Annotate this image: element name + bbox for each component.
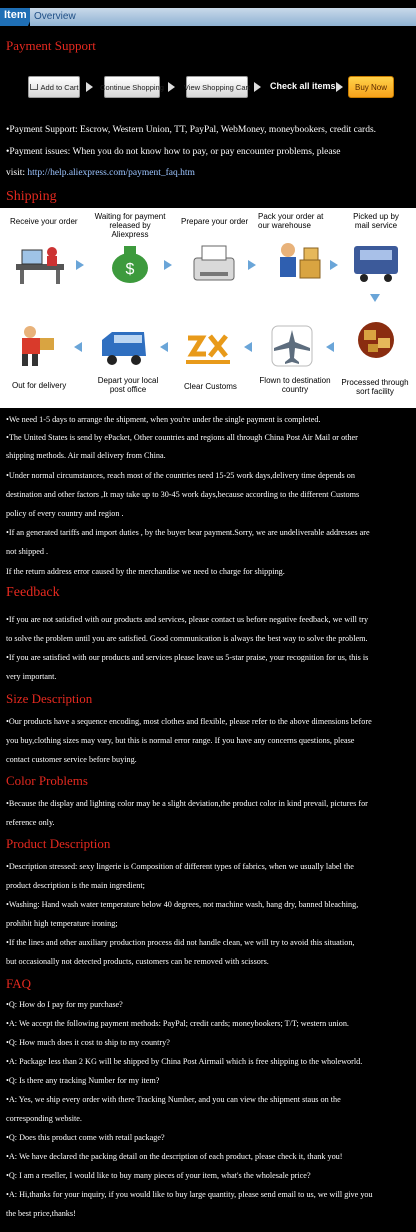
shipping-line: shipping methods. Air mail delivery from China. <box>6 451 166 460</box>
arrow-left-icon <box>244 342 252 352</box>
arrow-right-icon <box>330 260 338 270</box>
continue-shopping-button[interactable]: Continue Shopping <box>104 76 160 98</box>
arrow-right-icon <box>76 260 84 270</box>
check-all-items-label: Check all items <box>270 81 336 91</box>
step-label: Waiting for payment released by Aliexpress <box>94 212 166 239</box>
shipping-line: •If an generated tariffs and import duties , by the buyer bear payment.Sorry, we are undeliverable addresses are <box>6 528 370 537</box>
faq-title: FAQ <box>6 976 32 991</box>
arrow-right-icon <box>164 260 172 270</box>
payment-line: •Payment Support: Escrow, Western Union, TT, PayPal, WebMoney, moneybookers, credit cards. <box>6 125 377 135</box>
faq-line: •Q: How much does it cost to ship to my country? <box>6 1038 170 1047</box>
cart-icon <box>30 84 38 90</box>
step-label: Picked up by mail service <box>353 212 399 230</box>
faq-line: •A: Yes, we ship every order with there Tracking Number, and you can view the shipment staus on the <box>6 1095 341 1104</box>
header-item-label: Item <box>0 8 28 26</box>
arrow-left-icon <box>326 342 334 352</box>
fax-machine-icon <box>188 242 240 286</box>
shipping-line: not shipped . <box>6 547 49 556</box>
checkout-steps-banner <box>0 76 416 98</box>
svg-text:$: $ <box>125 261 135 278</box>
step-label: Pack your order at our warehouse <box>258 212 324 230</box>
step-label: Receive your order <box>10 217 78 226</box>
faq-line: •A: Hi,thanks for your inquiry, if you would like to buy large quantity, please send email to us, we will give you <box>6 1190 373 1199</box>
step-label: Processed through sort facility <box>341 378 409 396</box>
sort-facility-icon <box>350 318 402 362</box>
customs-stamp-icon <box>182 326 234 370</box>
payment-line: •Payment issues: When you do not know how to pay, or pay encounter problems, please <box>6 147 341 157</box>
warehouse-worker-icon <box>272 240 324 284</box>
feedback-line: •If you are not satisfied with our products and services, please contact us before negative feedback, we will try <box>6 615 369 624</box>
add-to-cart-button[interactable] <box>28 76 80 98</box>
delivery-truck-icon <box>350 240 402 284</box>
shipping-title: Shipping <box>6 189 57 204</box>
faq-line: •A: Package less than 2 KG will be shipped by China Post Airmail which is free shipping to the wholeworld. <box>6 1057 363 1066</box>
step-label: Out for delivery <box>12 381 67 390</box>
color-problems-title: Color Problems <box>6 773 88 788</box>
shipping-line: If the return address error caused by the merchandise we need to charge for shipping. <box>6 567 285 576</box>
shipping-line: •We need 1-5 days to arrange the shipment, when you're under the single payment is completed. <box>6 415 321 424</box>
faq-line: corresponding website. <box>6 1114 82 1123</box>
shipping-process-diagram <box>0 208 416 408</box>
money-bag-icon <box>104 240 156 284</box>
feedback-title: Feedback <box>6 585 60 600</box>
visit-label: visit: <box>6 168 28 178</box>
arrow-right-icon <box>248 260 256 270</box>
product-line: •Description stressed: sexy lingerie is Composition of different types of fabrics, when we usually label the <box>6 862 354 871</box>
payment-support-title: Payment Support <box>6 38 96 53</box>
arrow-left-icon <box>74 342 82 352</box>
van-icon <box>98 326 150 370</box>
arrow-left-icon <box>160 342 168 352</box>
faq-line: •Q: Is there any tracking Number for my item? <box>6 1076 160 1085</box>
step-label: Depart your local post office <box>97 376 159 394</box>
view-shopping-cart-button[interactable]: View Shopping Cart <box>186 76 248 98</box>
product-line: •If the lines and other auxiliary production process did not handle clean, we will try to avoid this situation, <box>6 938 355 947</box>
product-line: product description is the main ingredient; <box>6 881 145 890</box>
feedback-line: to solve the problem until you are satisfied. Good communication is always the best way to solve the problem. <box>6 634 368 643</box>
step-label: Prepare your order <box>181 217 249 226</box>
product-line: •Washing: Hand wash water temperature below 40 degrees, not machine wash, hang dry, banned bleaching, <box>6 900 359 909</box>
add-to-cart-label: Add to Cart <box>40 82 79 92</box>
faq-line: •A: We accept the following payment methods: PayPal; credit cards; moneybookers; T/T; western union. <box>6 1019 349 1028</box>
delivery-man-icon <box>8 324 60 368</box>
product-line: prohibit high temperature ironing; <box>6 919 118 928</box>
faq-line: •A: We have declared the packing detail on the description of each product, please check it, thank you! <box>6 1152 343 1161</box>
step-label: Clear Customs <box>184 382 237 391</box>
payment-faq-link[interactable]: http://help.aliexpress.com/payment_faq.htm <box>27 168 195 178</box>
color-line: reference only. <box>6 818 55 827</box>
shipping-line: •The United States is send by ePacket, Other countries and regions all through China Post Air Mail or other <box>6 433 358 442</box>
arrow-down-icon <box>370 294 380 302</box>
size-line: contact customer service before buying. <box>6 755 137 764</box>
faq-line: •Q: I am a reseller, I would like to buy many pieces of your item, what's the wholesale price? <box>6 1171 311 1180</box>
arrow-right-icon <box>168 82 175 92</box>
product-line: but occasionally not detected products, customers can be removed with scissors. <box>6 957 269 966</box>
overview-header <box>0 8 416 26</box>
size-description-title: Size Description <box>6 691 93 706</box>
size-line: •Our products have a sequence encoding, most clothes and flexible, please refer to the above dimensions before <box>6 717 372 726</box>
shipping-line: •Under normal circumstances, reach most of the countries need 15-25 work days,delivery time depends on <box>6 471 355 480</box>
arrow-right-icon <box>336 82 343 92</box>
size-line: you buy,clothing sizes may vary, but this is normal error range. If you have any concerns questions, please <box>6 736 355 745</box>
arrow-right-icon <box>86 82 93 92</box>
faq-line: •Q: How do I pay for my purchase? <box>6 1000 123 1009</box>
faq-line: the best price,thanks! <box>6 1209 76 1218</box>
color-line: •Because the display and lighting color may be a slight deviation,the product color in kind prevail, pictures for <box>6 799 368 808</box>
airplane-icon <box>266 324 318 368</box>
feedback-line: very important. <box>6 672 57 681</box>
computer-order-icon <box>14 242 66 286</box>
product-description-title: Product Description <box>6 836 111 851</box>
shipping-line: destination and other factors ,It may take up to 30-45 work days,because according to the different Customs <box>6 490 360 499</box>
faq-line: •Q: Does this product come with retail package? <box>6 1133 165 1142</box>
step-label: Flown to destination country <box>259 376 331 394</box>
feedback-line: •If you are satisfied with our products and services please leave us 5-star praise, your recognition for us, this is <box>6 653 369 662</box>
payment-visit-line <box>6 167 412 179</box>
arrow-right-icon <box>254 82 261 92</box>
shipping-line: policy of every country and region . <box>6 509 124 518</box>
buy-now-button[interactable]: Buy Now <box>348 76 394 98</box>
header-overview-label: Overview <box>30 8 416 26</box>
